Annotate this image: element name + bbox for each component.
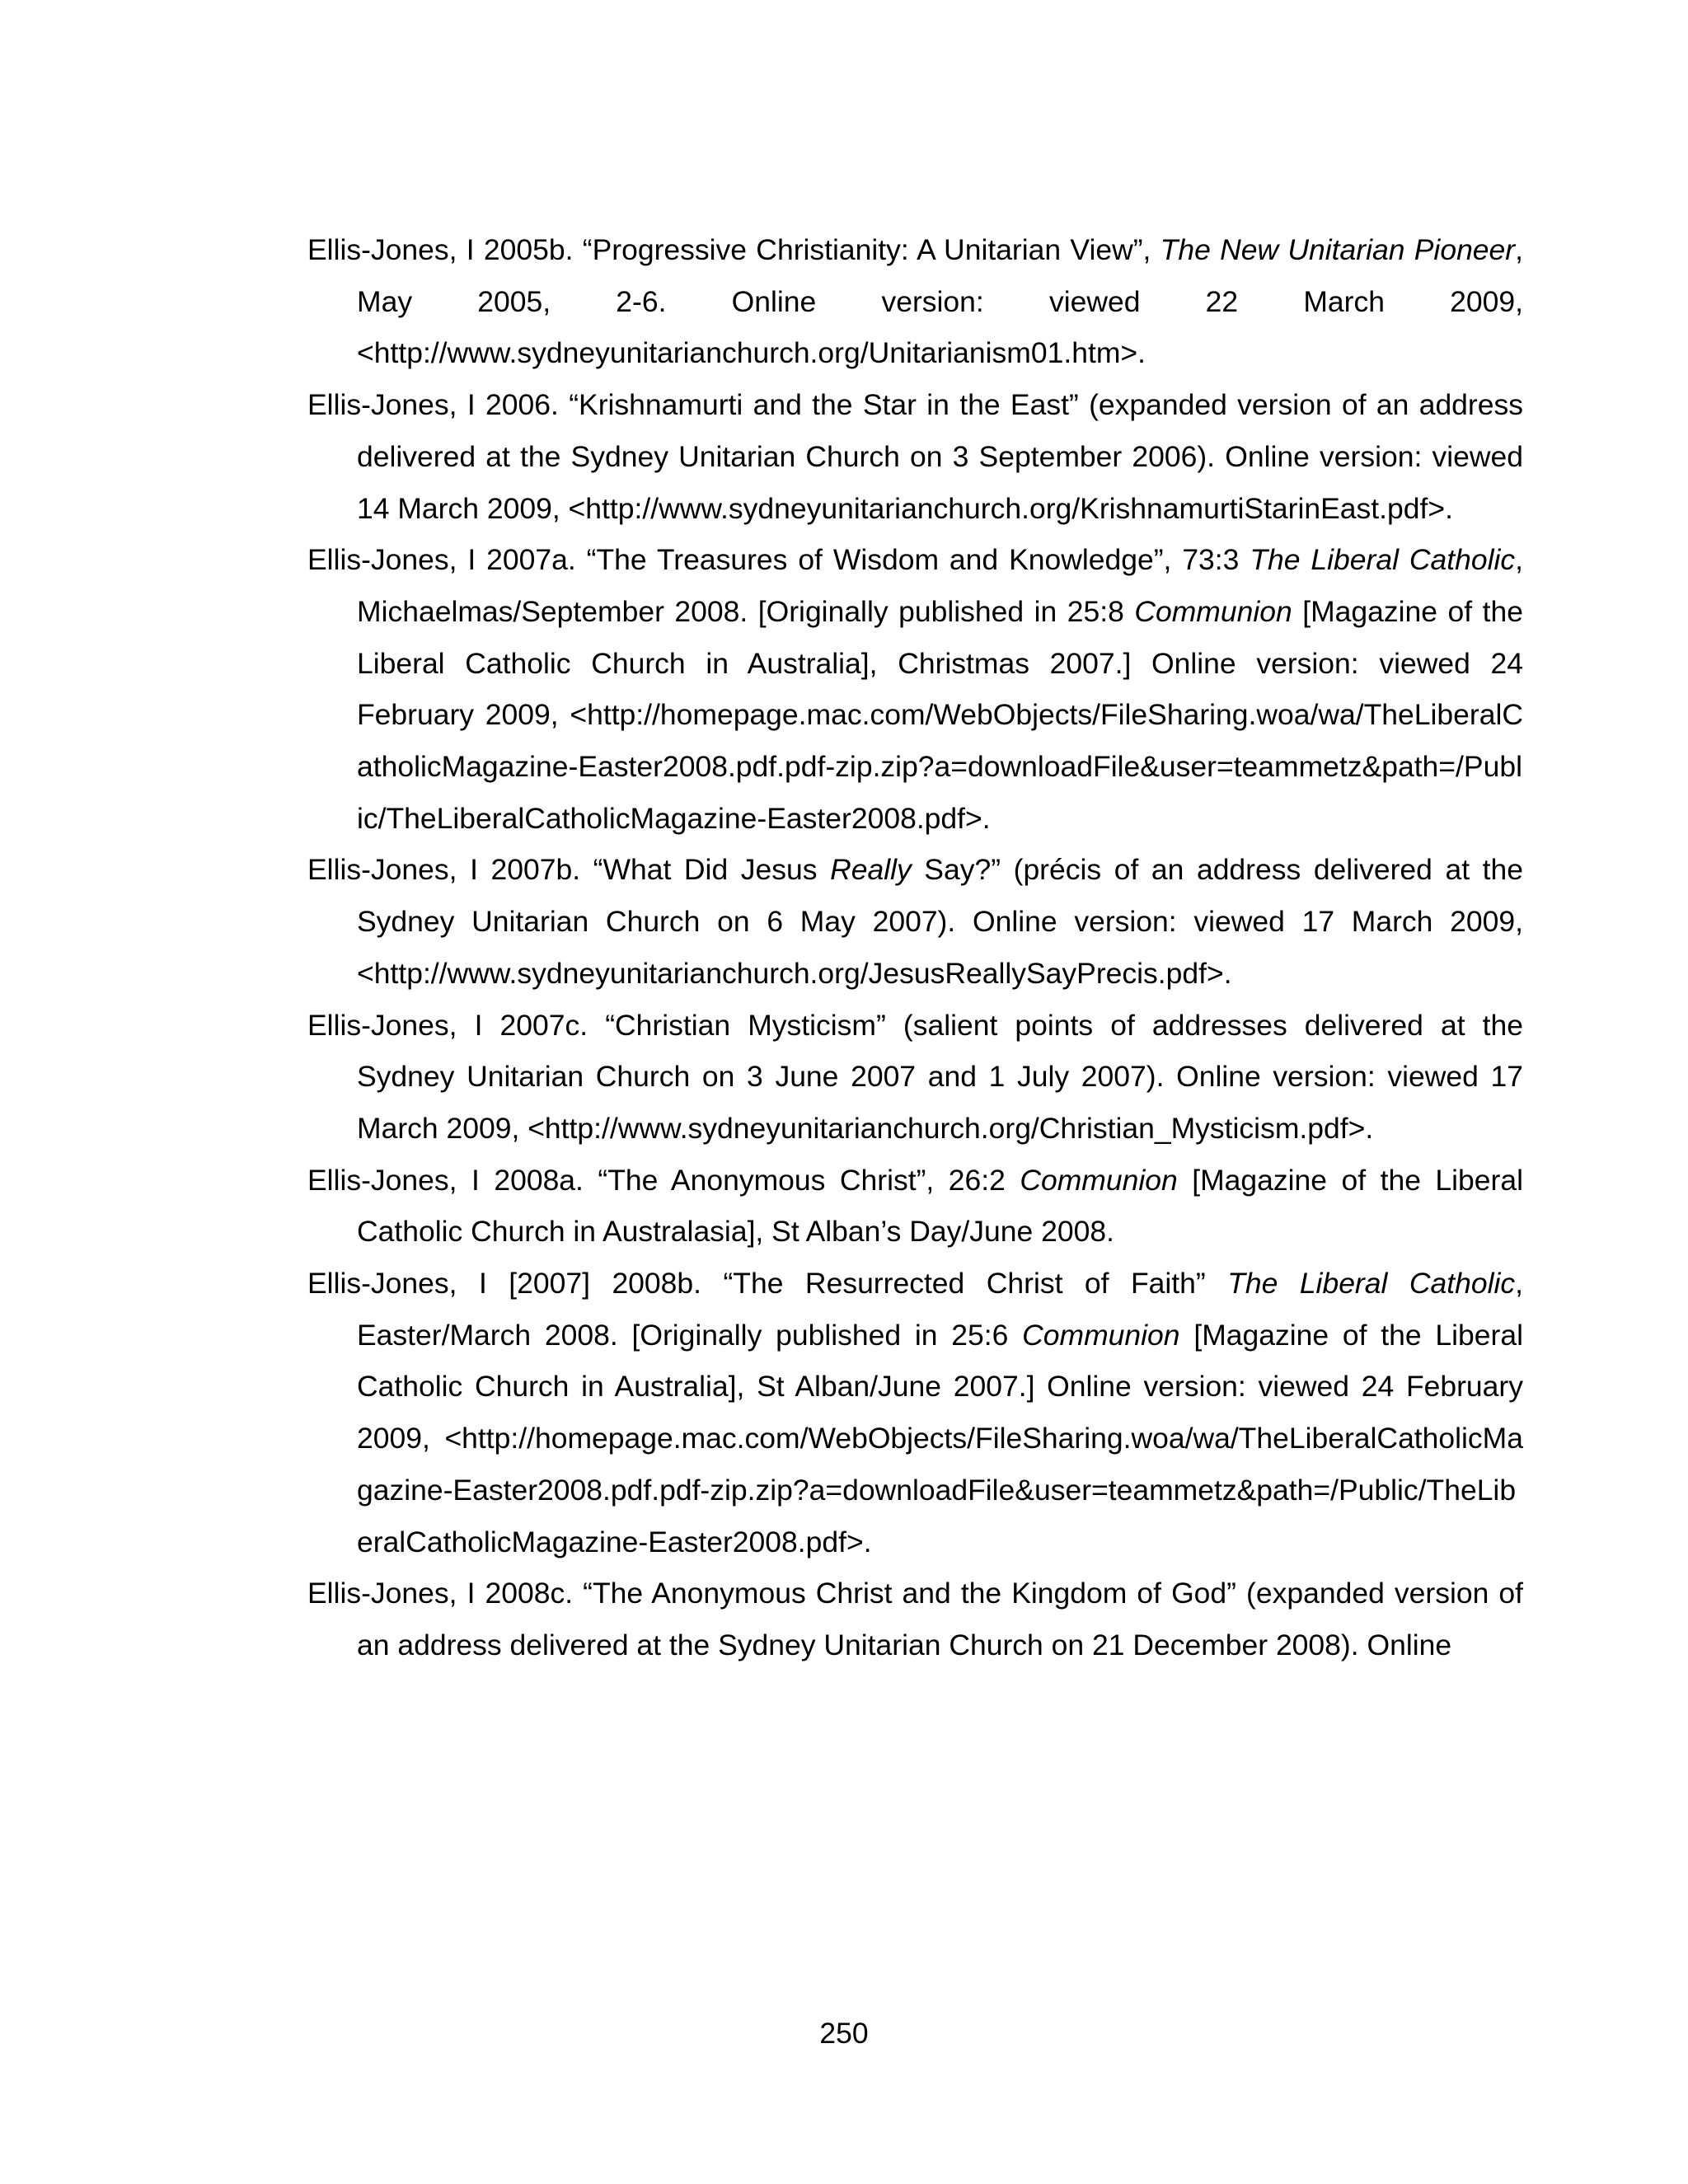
reference-text: “The Resurrected Christ of Faith” bbox=[723, 1267, 1228, 1301]
page-number: 250 bbox=[819, 2017, 869, 2050]
reference-text: “The Treasures of Wisdom and Knowledge”, 73:3 bbox=[586, 543, 1250, 577]
reference-entry bbox=[307, 534, 1523, 844]
reference-text: “The Anonymous Christ and the Kingdom of God” (expanded version of an address delivered at the Sydney Unitarian Church on 21 December 2008). Online bbox=[357, 1577, 1523, 1661]
reference-source: Communion bbox=[1134, 594, 1292, 628]
reference-author-year: Ellis-Jones, I [2007] 2008b. bbox=[307, 1267, 724, 1301]
reference-text: , Michaelmas/September 2008. [Originally published in 25:8 bbox=[357, 543, 1523, 628]
reference-entry bbox=[307, 1000, 1523, 1155]
reference-entry bbox=[307, 379, 1523, 534]
reference-source: The New Unitarian Pioneer bbox=[1160, 233, 1516, 266]
reference-text: Say?” (précis of an address delivered at the Sydney Unitarian Church on 6 May 2007). Online version: viewed 17 March 2009, bbox=[357, 853, 1523, 939]
reference-author-year: Ellis-Jones, I 2008c. bbox=[307, 1577, 584, 1610]
reference-entry bbox=[307, 1568, 1523, 1671]
reference-text: “Christian Mysticism” (salient points of addresses delivered at the Sydney Unitarian Church on 3 June 2007 and 1 July 2007). Online version: viewed 17 March 2009, bbox=[357, 1008, 1523, 1145]
reference-entry bbox=[307, 1155, 1523, 1258]
reference-text: [Magazine of the Liberal Catholic Church in Australasia], St Alban’s Day/June 2008. bbox=[357, 1163, 1523, 1249]
reference-text: “What Did Jesus bbox=[593, 853, 831, 887]
reference-author-year: Ellis-Jones, I 2007b. bbox=[307, 853, 593, 887]
reference-entry bbox=[307, 844, 1523, 999]
reference-text: [Magazine of the Liberal Catholic Church in Australia], Christmas 2007.] Online version: viewed 24 February 2009, bbox=[357, 594, 1523, 732]
reference-url: <http://www.sydneyunitarianchurch.org/Unitarianism01.htm>. bbox=[357, 336, 1146, 370]
reference-emphasis: Really bbox=[830, 853, 912, 887]
reference-author-year: Ellis-Jones, I 2007a. bbox=[307, 543, 587, 577]
reference-list bbox=[307, 224, 1523, 1671]
reference-title: “Progressive Christianity: A Unitarian View”, bbox=[582, 233, 1160, 266]
reference-url: <http://www.sydneyunitarianchurch.org/JesusReallySayPrecis.pdf>. bbox=[357, 956, 1232, 990]
reference-entry bbox=[307, 1258, 1523, 1568]
reference-source: Communion bbox=[1020, 1163, 1178, 1197]
reference-url: <http://www.sydneyunitarianchurch.org/KrishnamurtiStarinEast.pdf>. bbox=[568, 491, 1453, 525]
reference-text: “Krishnamurti and the Star in the East” (expanded version of an address delivered at the Sydney Unitarian Church on 3 September 2006). Online version: viewed 14 March 2009, bbox=[357, 388, 1523, 525]
reference-details: , May 2005, 2-6. Online version: viewed 22 March 2009, bbox=[357, 233, 1523, 318]
reference-text: , Easter/March 2008. [Originally published in 25:6 bbox=[357, 1267, 1523, 1352]
reference-url: <http://homepage.mac.com/WebObjects/FileSharing.woa/wa/TheLiberalCatholicMagazine-Easter2008.pdf.pdf-zip.zip?a=downloadFile&user=teammetz&path=/Public/TheLiberalCatholicMagazine-Easter2008.pdf>. bbox=[357, 1422, 1523, 1558]
reference-source: The Liberal Catholic bbox=[1227, 1267, 1516, 1301]
reference-url: <http://homepage.mac.com/WebObjects/FileSharing.woa/wa/TheLiberalCatholicMagazine-Easter2008.pdf.pdf-zip.zip?a=downloadFile&user=teammetz&path=/Public/TheLiberalCatholicMagazine-Easter2008.pdf>. bbox=[357, 698, 1523, 835]
reference-text: [Magazine of the Liberal Catholic Church in Australia], St Alban/June 2007.] Online version: viewed 24 February 2009, bbox=[357, 1318, 1523, 1455]
reference-entry bbox=[307, 224, 1523, 379]
reference-source: Communion bbox=[1022, 1318, 1180, 1352]
reference-source: The Liberal Catholic bbox=[1250, 543, 1516, 577]
reference-author-year: Ellis-Jones, I 2005b. bbox=[307, 233, 583, 266]
reference-url: <http://www.sydneyunitarianchurch.org/Christian_Mysticism.pdf>. bbox=[528, 1111, 1374, 1145]
reference-author-year: Ellis-Jones, I 2006. bbox=[307, 388, 570, 422]
reference-author-year: Ellis-Jones, I 2008a. bbox=[307, 1163, 598, 1197]
reference-author-year: Ellis-Jones, I 2007c. bbox=[307, 1008, 606, 1042]
reference-text: “The Anonymous Christ”, 26:2 bbox=[598, 1163, 1020, 1197]
